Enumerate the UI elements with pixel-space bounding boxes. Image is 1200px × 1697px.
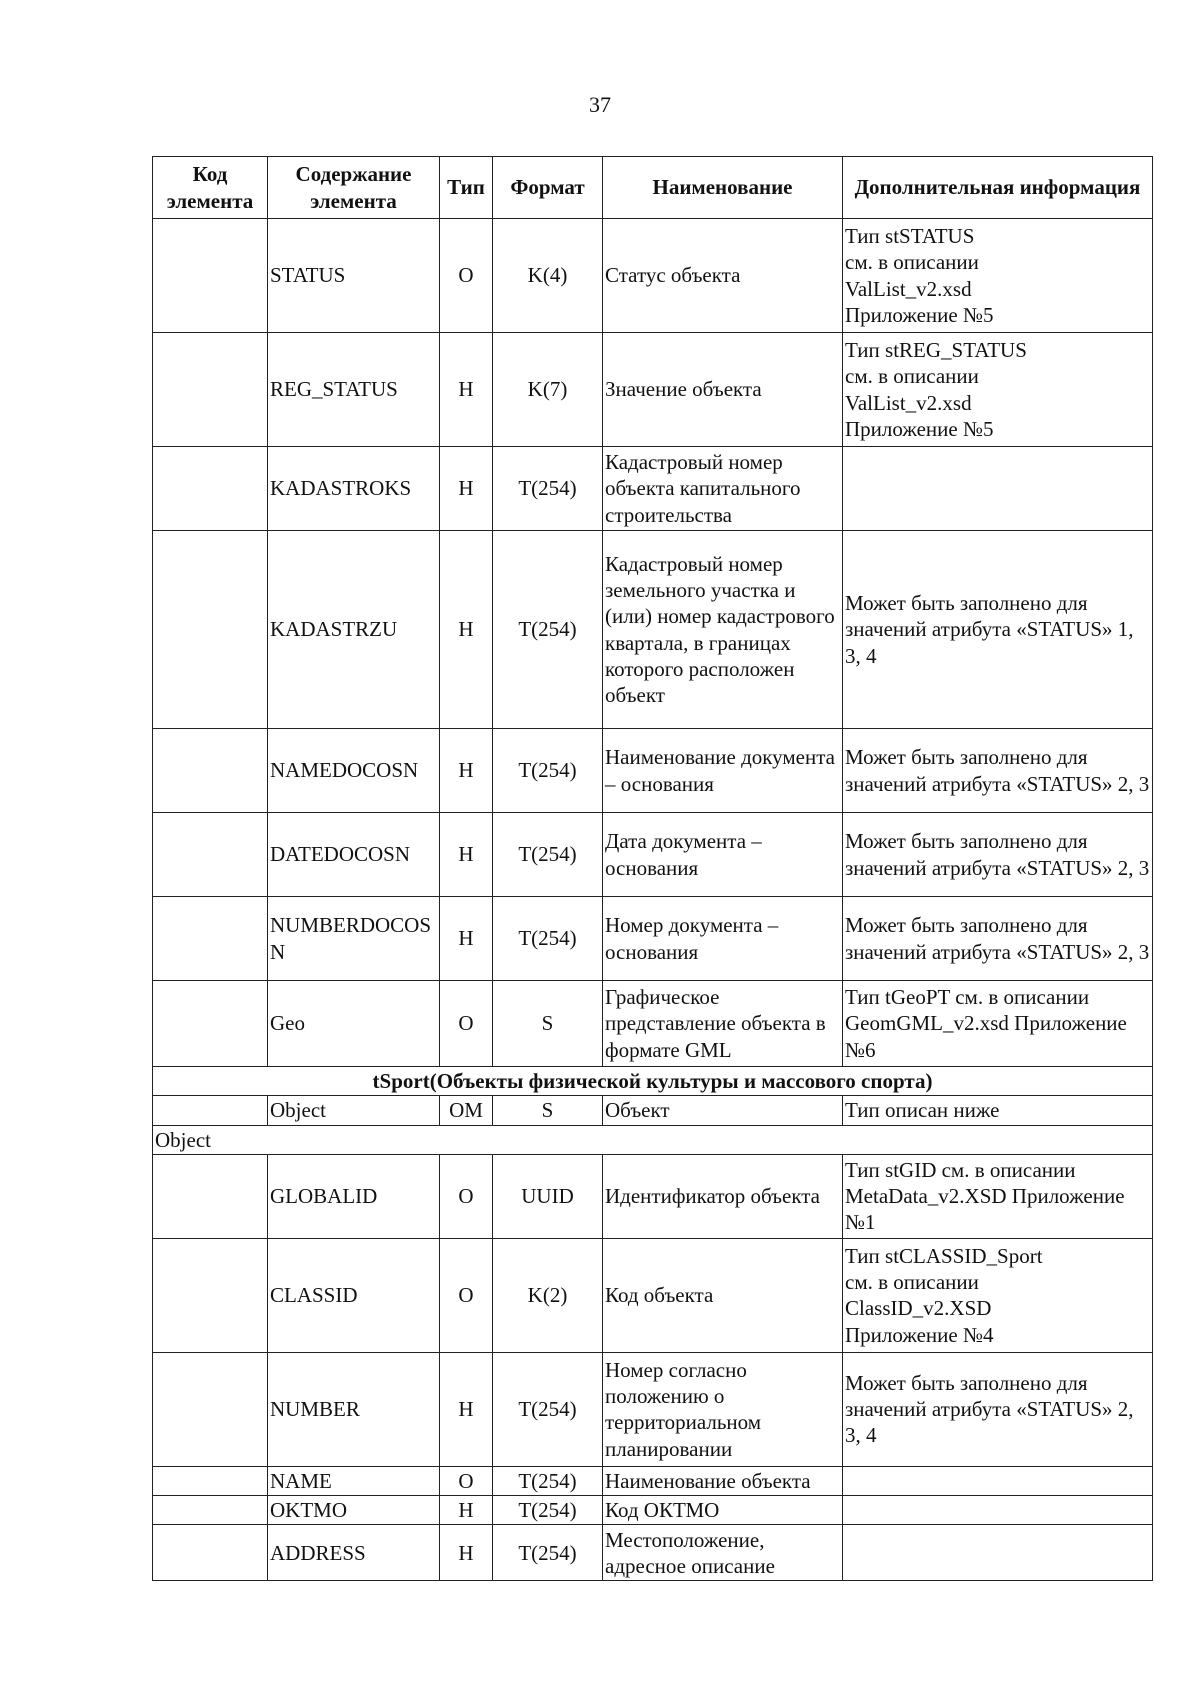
cell-format: T(254) (493, 1352, 603, 1466)
cell-format: UUID (493, 1154, 603, 1238)
table-row (153, 729, 1153, 813)
cell-format: S (493, 1096, 603, 1125)
table-row (153, 333, 1153, 447)
cell-type: Н (440, 1525, 493, 1581)
table-row (153, 1154, 1153, 1238)
cell-content: REG_STATUS (268, 333, 440, 447)
cell-name: Идентификатор объекта (603, 1154, 843, 1238)
cell-type: Н (440, 897, 493, 981)
cell-code (153, 981, 268, 1067)
cell-format: T(254) (493, 531, 603, 729)
cell-code (153, 813, 268, 897)
table-row (153, 1525, 1153, 1581)
table-row (153, 1352, 1153, 1466)
section-title-row (153, 1067, 1153, 1096)
cell-extra: Тип описан ниже (843, 1096, 1153, 1125)
page-number: 37 (589, 92, 611, 117)
cell-format: K(2) (493, 1238, 603, 1352)
cell-code (153, 1466, 268, 1495)
cell-type: Н (440, 1496, 493, 1525)
cell-name: Номер согласно положению о территориальном планировании (603, 1352, 843, 1466)
header-code: Код элемента (153, 157, 268, 219)
cell-code (153, 1496, 268, 1525)
cell-content: NAME (268, 1466, 440, 1495)
cell-type: Н (440, 813, 493, 897)
cell-code (153, 531, 268, 729)
cell-type: О (440, 1466, 493, 1495)
cell-code (153, 1238, 268, 1352)
cell-content: Object (268, 1096, 440, 1125)
cell-content: ADDRESS (268, 1525, 440, 1581)
cell-code (153, 1096, 268, 1125)
cell-name: Кадастровый номер объекта капитального строительства (603, 447, 843, 531)
cell-name: Код ОКТМО (603, 1496, 843, 1525)
cell-content: DATEDOCOSN (268, 813, 440, 897)
cell-type: О (440, 1154, 493, 1238)
table-row (153, 219, 1153, 333)
header-extra: Дополнительная информация (843, 157, 1153, 219)
table-row (153, 447, 1153, 531)
table-row (153, 981, 1153, 1067)
cell-name: Значение объекта (603, 333, 843, 447)
cell-code (153, 729, 268, 813)
cell-content: NUMBERDOCOSN (268, 897, 440, 981)
cell-extra (843, 1496, 1153, 1525)
object-label-row (153, 1125, 1153, 1154)
cell-format: T(254) (493, 897, 603, 981)
cell-code (153, 1352, 268, 1466)
cell-extra (843, 1525, 1153, 1581)
cell-content: KADASTRZU (268, 531, 440, 729)
header-name: Наименование (603, 157, 843, 219)
cell-extra (843, 447, 1153, 531)
table-row (153, 1238, 1153, 1352)
cell-name: Графическое представление объекта в формате GML (603, 981, 843, 1067)
cell-extra: Тип stGID см. в описании MetaData_v2.XSD Приложение №1 (843, 1154, 1153, 1238)
cell-name: Объект (603, 1096, 843, 1125)
table-row (153, 813, 1153, 897)
cell-format: T(254) (493, 813, 603, 897)
table-row (153, 1466, 1153, 1495)
object-row (153, 1096, 1153, 1125)
cell-code (153, 219, 268, 333)
cell-name: Наименование объекта (603, 1466, 843, 1495)
object-label: Object (153, 1125, 1153, 1154)
cell-extra: Тип tGeoPT см. в описании GeomGML_v2.xsd Приложение №6 (843, 981, 1153, 1067)
cell-extra: Тип stREG_STATUS см. в описании ValList_v2.xsd Приложение №5 (843, 333, 1153, 447)
cell-extra: Тип stSTATUS см. в описании ValList_v2.xsd Приложение №5 (843, 219, 1153, 333)
table-row (153, 1496, 1153, 1525)
cell-extra (843, 1466, 1153, 1495)
cell-type: Н (440, 729, 493, 813)
cell-content: NAMEDOCOSN (268, 729, 440, 813)
cell-type: Н (440, 531, 493, 729)
cell-type: О (440, 981, 493, 1067)
cell-extra: Тип stCLASSID_Sport см. в описании ClassID_v2.XSD Приложение №4 (843, 1238, 1153, 1352)
cell-name: Дата документа – основания (603, 813, 843, 897)
cell-format: T(254) (493, 1525, 603, 1581)
cell-format: S (493, 981, 603, 1067)
cell-format: K(4) (493, 219, 603, 333)
cell-content: KADASTROKS (268, 447, 440, 531)
cell-code (153, 897, 268, 981)
cell-extra: Может быть заполнено для значений атрибута «STATUS» 2, 3 (843, 897, 1153, 981)
cell-content: Geo (268, 981, 440, 1067)
cell-format: T(254) (493, 447, 603, 531)
cell-extra: Может быть заполнено для значений атрибута «STATUS» 2, 3 (843, 813, 1153, 897)
cell-type: О (440, 219, 493, 333)
cell-name: Номер документа – основания (603, 897, 843, 981)
cell-type: Н (440, 1352, 493, 1466)
table-row (153, 531, 1153, 729)
table-row (153, 897, 1153, 981)
cell-format: T(254) (493, 729, 603, 813)
cell-type: Н (440, 447, 493, 531)
cell-content: OKTMO (268, 1496, 440, 1525)
header-content: Содержание элемента (268, 157, 440, 219)
cell-name: Наименование документа – основания (603, 729, 843, 813)
cell-code (153, 1154, 268, 1238)
cell-type: Н (440, 333, 493, 447)
cell-type: ОМ (440, 1096, 493, 1125)
cell-extra: Может быть заполнено для значений атрибута «STATUS» 2, 3 (843, 729, 1153, 813)
cell-code (153, 447, 268, 531)
cell-name: Кадастровый номер земельного участка и (или) номер кадастрового квартала, в границах которого расположен объект (603, 531, 843, 729)
section-title: tSport(Объекты физической культуры и массового спорта) (153, 1067, 1153, 1096)
cell-extra: Может быть заполнено для значений атрибута «STATUS» 1, 3, 4 (843, 531, 1153, 729)
cell-content: NUMBER (268, 1352, 440, 1466)
cell-content: GLOBALID (268, 1154, 440, 1238)
cell-format: T(254) (493, 1496, 603, 1525)
header-row (153, 157, 1153, 219)
cell-code (153, 1525, 268, 1581)
cell-name: Местоположение, адресное описание (603, 1525, 843, 1581)
header-type: Тип (440, 157, 493, 219)
cell-extra: Может быть заполнено для значений атрибута «STATUS» 2, 3, 4 (843, 1352, 1153, 1466)
cell-name: Код объекта (603, 1238, 843, 1352)
cell-content: CLASSID (268, 1238, 440, 1352)
cell-type: О (440, 1238, 493, 1352)
spec-table (152, 156, 1153, 1581)
cell-code (153, 333, 268, 447)
cell-content: STATUS (268, 219, 440, 333)
cell-format: T(254) (493, 1466, 603, 1495)
header-format: Формат (493, 157, 603, 219)
cell-name: Статус объекта (603, 219, 843, 333)
cell-format: K(7) (493, 333, 603, 447)
